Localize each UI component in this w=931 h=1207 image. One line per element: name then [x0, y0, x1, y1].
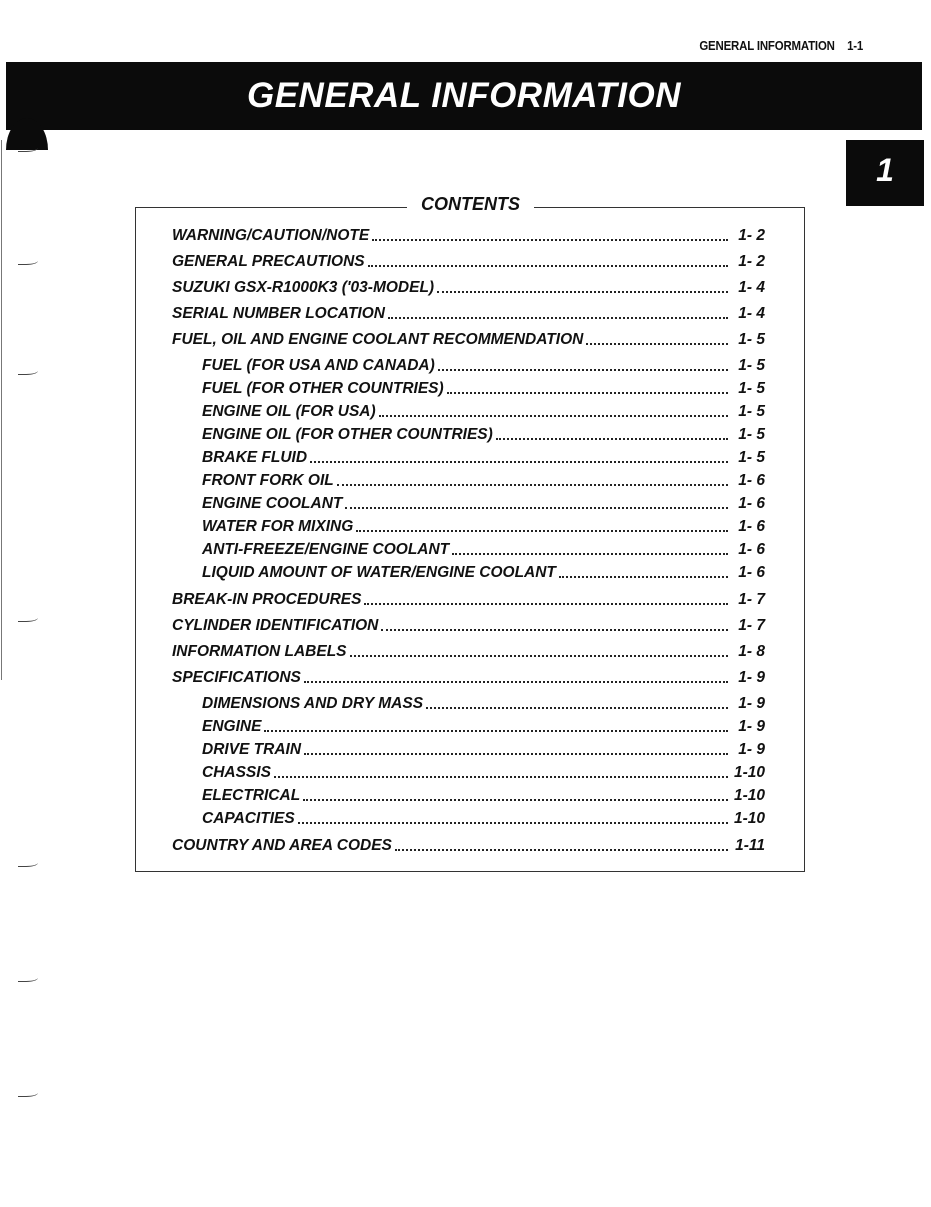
toc-dot-leader — [437, 291, 728, 293]
toc-entry-title: DRIVE TRAIN — [202, 741, 302, 758]
toc-dot-leader — [298, 822, 728, 824]
toc-entry-title: ANTI-FREEZE/ENGINE COOLANT — [202, 541, 450, 558]
toc-entry-title: GENERAL PRECAUTIONS — [172, 253, 365, 270]
section-tab — [846, 140, 924, 206]
toc-entry — [202, 716, 765, 736]
toc-entry-title: CYLINDER IDENTIFICATION — [172, 617, 379, 634]
chapter-title: GENERAL INFORMATION — [246, 76, 682, 115]
toc-entry-page: 1- 5 — [738, 403, 765, 420]
toc-dot-leader — [356, 530, 728, 532]
toc-entry-page: 1- 5 — [738, 426, 765, 443]
toc-dot-leader — [304, 753, 728, 755]
toc-entry-page: 1- 9 — [738, 718, 765, 735]
toc-dot-leader — [586, 343, 728, 345]
toc-entry-page: 1- 6 — [738, 472, 765, 489]
toc-entry-title: FRONT FORK OIL — [202, 472, 334, 489]
toc-dot-leader — [303, 799, 728, 801]
toc-entry-title: FUEL (FOR USA AND CANADA) — [202, 357, 435, 374]
toc-dot-leader — [395, 849, 728, 851]
toc-entry-page: 1- 9 — [738, 741, 765, 758]
toc-entry — [172, 667, 765, 687]
toc-entry-title: BRAKE FLUID — [202, 449, 308, 466]
table-of-contents — [172, 208, 765, 873]
toc-entry — [202, 739, 765, 759]
toc-entry-page: 1- 5 — [738, 331, 765, 348]
toc-entry-page: 1-10 — [733, 764, 765, 781]
toc-entry-title: WATER FOR MIXING — [202, 518, 354, 535]
toc-entry — [172, 589, 765, 609]
toc-entry-page: 1- 6 — [738, 495, 765, 512]
scan-mark — [18, 368, 38, 375]
toc-entry-title: ENGINE OIL (FOR USA) — [202, 403, 376, 420]
toc-entry — [202, 808, 765, 828]
toc-entry-page: 1- 6 — [738, 564, 765, 581]
toc-dot-leader — [381, 629, 728, 631]
contents-heading: CONTENTS — [407, 194, 534, 215]
toc-dot-leader — [438, 369, 728, 371]
toc-entry — [202, 562, 765, 582]
toc-entry-page: 1- 2 — [738, 227, 765, 244]
toc-dot-leader — [388, 317, 728, 319]
toc-dot-leader — [310, 461, 728, 463]
scan-mark — [18, 1090, 38, 1097]
toc-entry-page: 1- 6 — [738, 541, 765, 558]
toc-dot-leader — [345, 507, 728, 509]
toc-entry-title: ENGINE OIL (FOR OTHER COUNTRIES) — [202, 426, 493, 443]
toc-entry-title: WARNING/CAUTION/NOTE — [172, 227, 370, 244]
toc-entry-page: 1-10 — [733, 787, 765, 804]
toc-entry-page: 1- 9 — [738, 695, 765, 712]
toc-entry-page: 1- 9 — [738, 669, 765, 686]
toc-entry — [202, 378, 765, 398]
toc-entry — [202, 447, 765, 467]
toc-entry-title: ENGINE — [202, 718, 262, 735]
section-tab-number: 1 — [876, 152, 894, 188]
running-header-page-number: 1-1 — [846, 38, 863, 53]
chapter-title-bar — [6, 62, 922, 130]
toc-entry-title: SERIAL NUMBER LOCATION — [172, 305, 385, 322]
toc-entry — [202, 516, 765, 536]
toc-dot-leader — [426, 707, 728, 709]
scan-mark — [18, 860, 38, 867]
toc-entry-title: INFORMATION LABELS — [172, 643, 347, 660]
toc-entry-title: ELECTRICAL — [202, 787, 301, 804]
scan-mark — [18, 615, 38, 622]
toc-entry — [172, 835, 765, 855]
toc-entry-title: BREAK-IN PROCEDURES — [172, 591, 362, 608]
toc-entry-title: FUEL (FOR OTHER COUNTRIES) — [202, 380, 444, 397]
toc-entry — [202, 493, 765, 513]
toc-entry — [172, 641, 765, 661]
toc-entry-title: LIQUID AMOUNT OF WATER/ENGINE COOLANT — [202, 564, 556, 581]
toc-entry-page: 1- 5 — [738, 357, 765, 374]
toc-entry-page: 1- 5 — [738, 380, 765, 397]
toc-dot-leader — [274, 776, 728, 778]
toc-entry-page: 1-10 — [733, 810, 765, 827]
page-edge-line — [1, 140, 2, 680]
toc-dot-leader — [350, 655, 728, 657]
scan-mark — [18, 258, 38, 265]
toc-dot-leader — [364, 603, 728, 605]
running-header — [699, 38, 863, 53]
toc-dot-leader — [304, 681, 728, 683]
scan-mark — [18, 145, 38, 152]
toc-entry — [172, 225, 765, 245]
toc-entry — [172, 329, 765, 349]
toc-entry — [172, 303, 765, 323]
toc-entry-title: ENGINE COOLANT — [202, 495, 343, 512]
toc-entry-title: COUNTRY AND AREA CODES — [172, 837, 392, 854]
toc-dot-leader — [496, 438, 728, 440]
toc-entry-title: CAPACITIES — [202, 810, 295, 827]
toc-entry — [202, 539, 765, 559]
toc-entry-page: 1- 4 — [738, 279, 765, 296]
toc-entry — [172, 615, 765, 635]
toc-dot-leader — [337, 484, 728, 486]
toc-entry-title: FUEL, OIL AND ENGINE COOLANT RECOMMENDATION — [172, 331, 584, 348]
toc-entry — [202, 424, 765, 444]
toc-dot-leader — [264, 730, 728, 732]
toc-entry-title: SUZUKI GSX-R1000K3 ('03-MODEL) — [172, 279, 435, 296]
toc-entry-page: 1- 5 — [738, 449, 765, 466]
toc-entry — [202, 762, 765, 782]
toc-dot-leader — [379, 415, 728, 417]
toc-entry-page: 1- 6 — [738, 518, 765, 535]
scan-mark — [18, 975, 38, 982]
toc-entry-page: 1-11 — [735, 837, 765, 854]
toc-entry-title: CHASSIS — [202, 764, 271, 781]
toc-entry — [172, 277, 765, 297]
toc-entry — [172, 251, 765, 271]
toc-entry — [202, 355, 765, 375]
toc-entry — [202, 470, 765, 490]
toc-entry — [202, 693, 765, 713]
toc-dot-leader — [447, 392, 728, 394]
toc-entry-page: 1- 2 — [738, 253, 765, 270]
toc-entry — [202, 785, 765, 805]
toc-entry-page: 1- 7 — [738, 591, 765, 608]
toc-entry-page: 1- 7 — [738, 617, 765, 634]
toc-dot-leader — [368, 265, 728, 267]
toc-dot-leader — [372, 239, 728, 241]
toc-entry-page: 1- 4 — [738, 305, 765, 322]
toc-entry-title: SPECIFICATIONS — [172, 669, 301, 686]
running-header-section: GENERAL INFORMATION — [699, 38, 835, 53]
contents-box — [135, 194, 805, 872]
toc-dot-leader — [559, 576, 728, 578]
toc-entry — [202, 401, 765, 421]
toc-dot-leader — [452, 553, 728, 555]
toc-entry-page: 1- 8 — [738, 643, 765, 660]
toc-entry-title: DIMENSIONS AND DRY MASS — [202, 695, 424, 712]
